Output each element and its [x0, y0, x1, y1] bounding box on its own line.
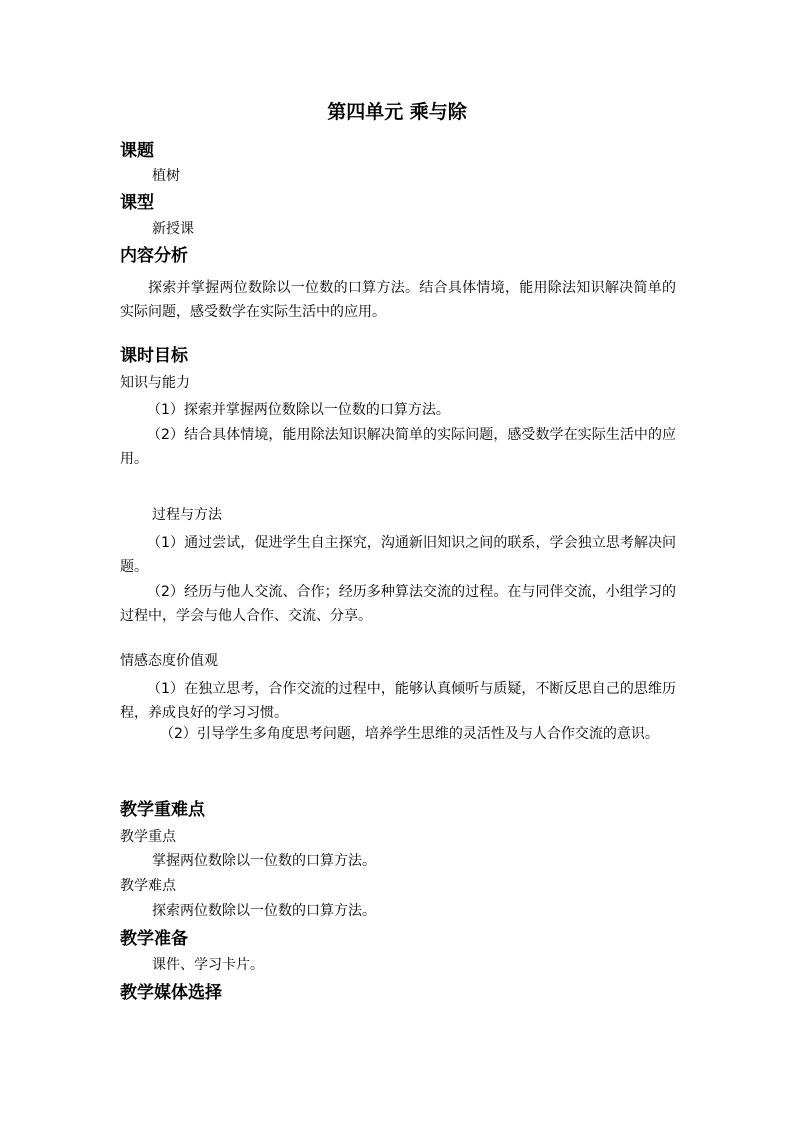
emotion-item-2: （2）引导学生多角度思考问题，培养学生思维的灵活性及与人合作交流的意识。: [160, 726, 659, 742]
focus-heading: 教学重点: [120, 829, 176, 845]
process-item-1: （1）通过尝试，促进学生自主探究，沟通新旧知识之间的联系，学会独立思考解决问题。: [120, 535, 676, 575]
content-analysis-text: 探索并掌握两位数除以一位数的口算方法。结合具体情境，能用除法知识解决简单的实际问题，感受数学在实际生活中的应用。: [120, 280, 676, 320]
media-heading: 教学媒体选择: [120, 983, 222, 1003]
focus-text: 掌握两位数除以一位数的口算方法。: [152, 853, 376, 869]
emotion-item-1: （1）在独立思考，合作交流的过程中，能够认真倾听与质疑，不断反思自己的思维历程，养成良好的学习习惯。: [120, 681, 676, 721]
key-points-heading: 教学重难点: [120, 800, 205, 820]
knowledge-item-2: （2）结合具体情境，能用除法知识解决简单的实际问题，感受数学在实际生活中的应用。: [120, 427, 676, 467]
lesson-type-value: 新授课: [152, 221, 194, 237]
topic-heading: 课题: [120, 141, 154, 161]
emotion-heading: 情感态度价值观: [120, 653, 218, 669]
difficulty-heading: 教学难点: [120, 878, 176, 894]
difficulty-text: 探索两位数除以一位数的口算方法。: [152, 903, 376, 919]
content-analysis-heading: 内容分析: [120, 246, 188, 266]
process-item-2: （2）经历与他人交流、合作；经历多种算法交流的过程。在与同伴交流，小组学习的过程中，学会与他人合作、交流、分享。: [120, 584, 676, 624]
knowledge-item-1: （1）探索并掌握两位数除以一位数的口算方法。: [147, 402, 450, 418]
knowledge-heading: 知识与能力: [120, 375, 190, 391]
preparation-text: 课件、学习卡片。: [152, 957, 264, 973]
topic-value: 植树: [152, 168, 180, 184]
lesson-type-heading: 课型: [120, 193, 154, 213]
preparation-heading: 教学准备: [120, 929, 188, 949]
document-title: 第四单元 乘与除: [327, 101, 467, 123]
objectives-heading: 课时目标: [120, 346, 188, 366]
process-heading: 过程与方法: [152, 507, 222, 523]
